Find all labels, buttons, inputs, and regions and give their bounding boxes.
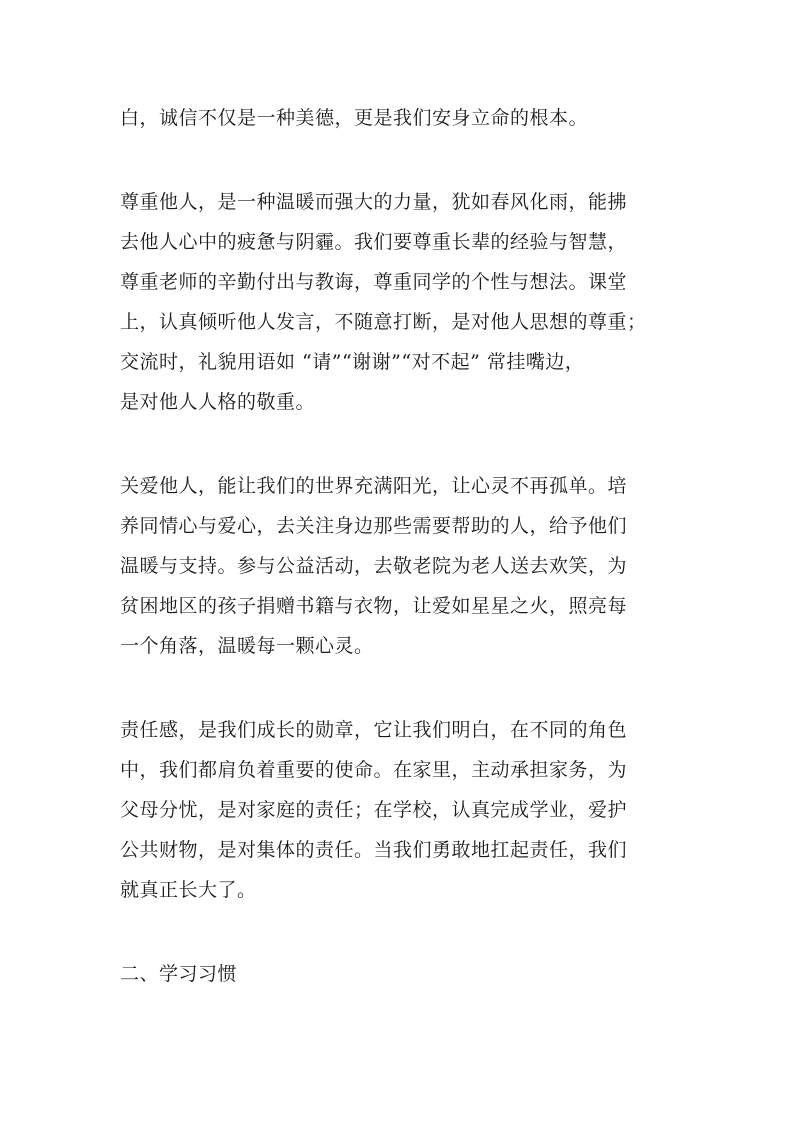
paragraph-line: 上，认真倾听他人发言，不随意打断，是对他人思想的尊重；: [120, 311, 647, 333]
paragraph-line: 父母分忧，是对家庭的责任；在学校，认真完成学业，爱护: [120, 799, 628, 821]
paragraph-line: 交流时，礼貌用语如 “请”“谢谢”“对不起” 常挂嘴边，: [120, 351, 585, 373]
paragraph-line: 贫困地区的孩子捐赠书籍与衣物，让爱如星星之火，照亮每: [120, 595, 628, 617]
paragraph-line: 公共财物，是对集体的责任。当我们勇敢地扛起责任，我们: [120, 839, 628, 861]
paragraph-line: 去他人心中的疲惫与阴霾。我们要尊重长辈的经验与智慧，: [120, 231, 628, 253]
paragraph-line: 一个角落，温暖每一颗心灵。: [120, 635, 374, 657]
paragraph-line: 温暖与支持。参与公益活动，去敬老院为老人送去欢笑，为: [120, 555, 628, 577]
paragraph-line: 养同情心与爱心，去关注身边那些需要帮助的人，给予他们: [120, 515, 628, 537]
paragraph-line: 尊重老师的辛勤付出与教诲，尊重同学的个性与想法。课堂: [120, 271, 628, 293]
section-heading: 二、学习习惯: [120, 963, 238, 985]
paragraph-line: 就真正长大了。: [120, 879, 257, 901]
paragraph-line: 关爱他人，能让我们的世界充满阳光，让心灵不再孤单。培: [120, 475, 628, 497]
paragraph-line: 白，诚信不仅是一种美德，更是我们安身立命的根本。: [120, 107, 589, 129]
paragraph-line: 责任感，是我们成长的勋章，它让我们明白，在不同的角色: [120, 719, 628, 741]
paragraph-line: 尊重他人，是一种温暖而强大的力量，犹如春风化雨，能拂: [120, 191, 628, 213]
paragraph-line: 中，我们都肩负着重要的使命。在家里，主动承担家务，为: [120, 759, 628, 781]
paragraph-line: 是对他人人格的敬重。: [120, 391, 316, 413]
